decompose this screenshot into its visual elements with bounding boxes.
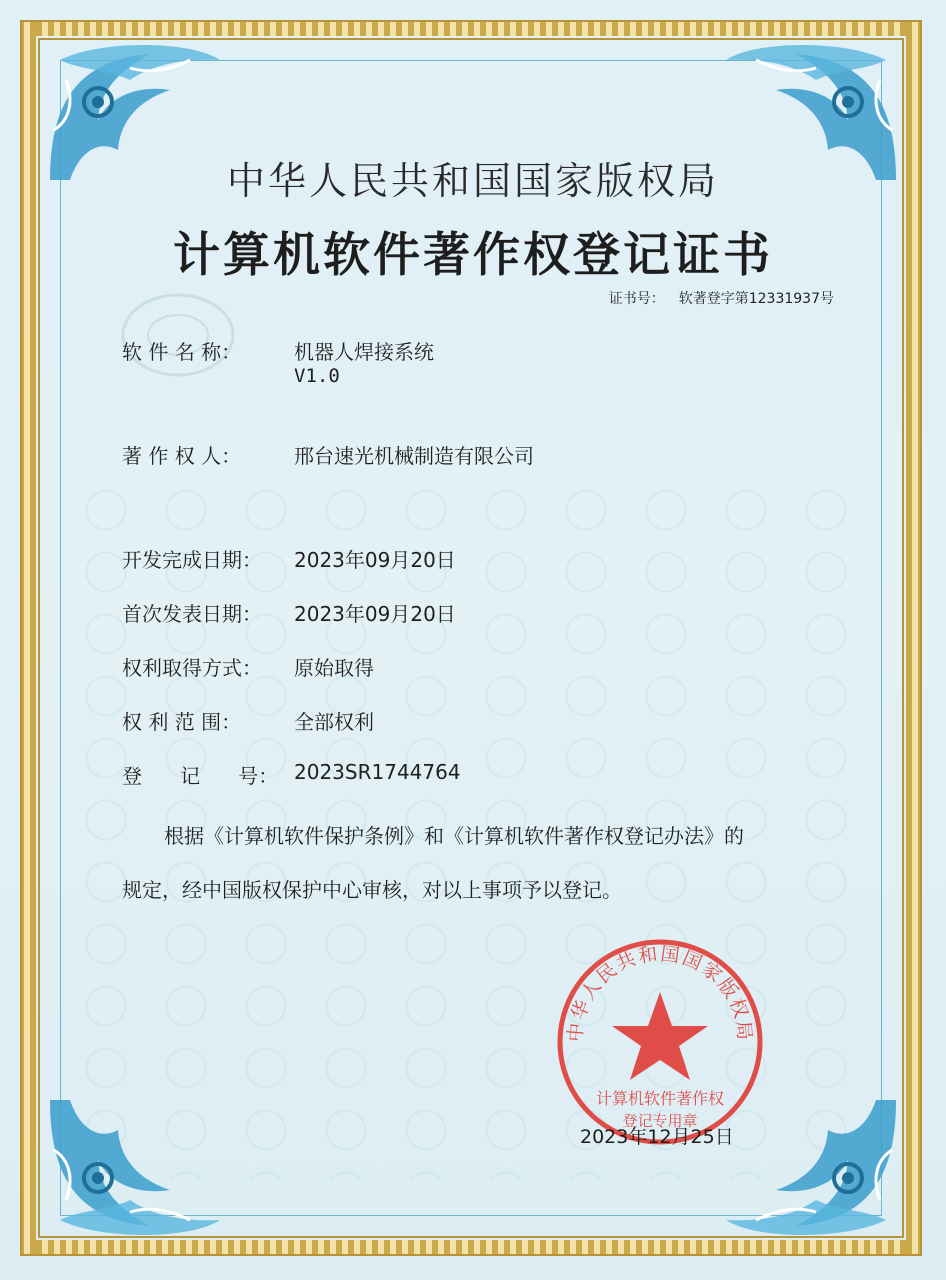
field-label: 著 作 权 人： [122,444,242,468]
certificate-number-label: 证书号： [608,291,665,307]
field-label: 软 件 名 称： [122,340,242,364]
field-label: 权 利 范 围： [122,710,242,734]
statement-line-1: 根据《计算机软件保护条例》和《计算机软件著作权登记办法》的 [164,824,744,848]
field-label: 登 记 号： [122,764,279,788]
seal-inner-text-1: 计算机软件著作权 [595,1089,725,1108]
field-software-name [122,336,434,387]
field-rights-scope [122,706,374,735]
certificate-title: 计算机软件著作权登记证书 [173,228,773,283]
field-registration-number [122,760,461,789]
official-seal [554,936,766,1148]
field-value: 2023年09月20日 [294,602,456,626]
field-label: 首次发表日期： [122,602,262,626]
certificate-number-value: 软著登字第12331937号 [678,291,834,307]
field-copyright-owner [122,440,534,469]
field-value: 2023年09月20日 [294,548,456,572]
field-value: 邢台速光机械制造有限公司 [294,444,534,468]
field-label: 权利取得方式： [122,656,262,680]
field-value: 全部权利 [294,710,374,734]
software-name-value: 机器人焊接系统 [294,340,434,364]
star-icon [612,992,708,1080]
field-value: 2023SR1744764 [294,760,461,784]
field-acquisition-method [122,652,374,681]
field-completion-date [122,544,456,573]
certificate-number [609,288,834,308]
seal-outer-text: 中华人民共和国国家版权局 [564,942,756,1043]
field-value [294,336,434,387]
issue-date: 2023年12月25日 [580,1126,734,1148]
field-publication-date [122,598,456,627]
field-label: 开发完成日期： [122,548,262,572]
corner-ornament-bottom-left [40,1090,230,1240]
statement-line-2: 规定，经中国版权保护中心审核，对以上事项予以登记。 [122,878,622,902]
software-version-value: V1.0 [294,365,340,387]
field-value: 原始取得 [294,656,374,680]
issuer-name: 中华人民共和国国家版权局 [226,159,719,203]
seal-inner-text-2: 登记专用章 [622,1112,698,1130]
